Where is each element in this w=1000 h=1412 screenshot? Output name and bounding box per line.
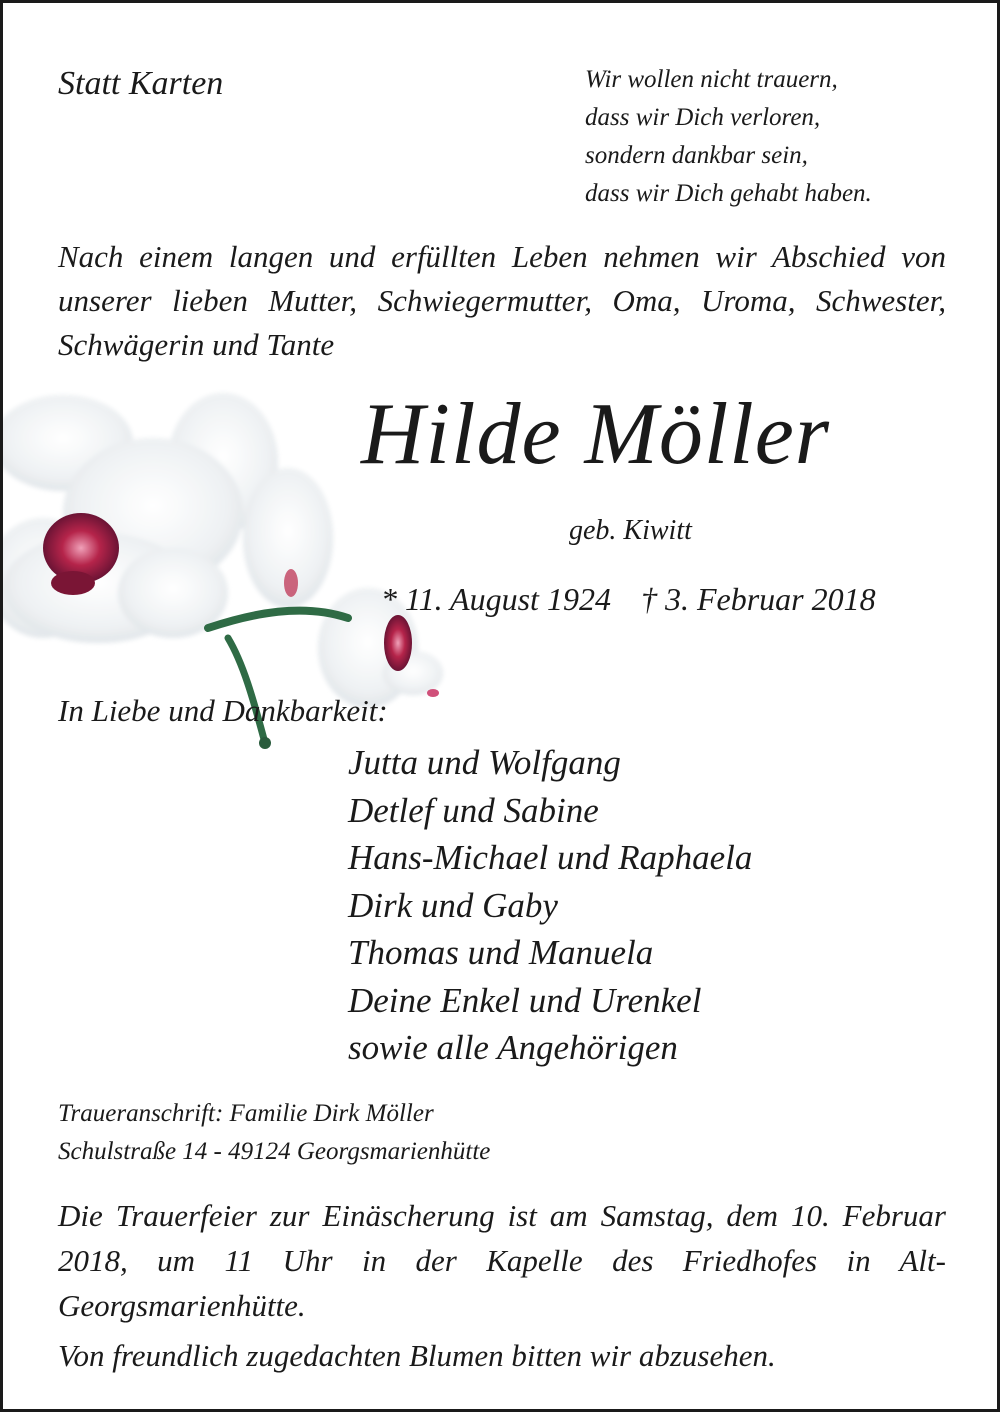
address-line: Schulstraße 14 - 49124 Georgsmarienhütte: [58, 1138, 491, 1165]
birth-date: * 11. August 1924: [381, 581, 611, 617]
mourning-address: [58, 1095, 490, 1171]
poem-line: sondern dankbar sein,: [585, 142, 808, 169]
life-dates: [381, 581, 876, 618]
mourner-item: Deine Enkel und Urenkel: [348, 980, 702, 1020]
mourner-item: Thomas und Manuela: [348, 933, 654, 972]
mourner-item: Detlef und Sabine: [348, 790, 599, 830]
death-date: † 3. Februar 2018: [640, 581, 876, 617]
deceased-name: Hilde Möller: [361, 386, 831, 483]
header-statt-karten: Statt Karten: [58, 65, 224, 102]
intro-text: Nach einem langen und erfüllten Leben nehmen wir Abschied von unserer lieben Mutter, Schwiegermutter, Oma, Uroma, Schwester, Schwägerin und Tante: [58, 239, 946, 362]
mourner-item: sowie alle Angehörigen: [348, 1028, 678, 1067]
maiden-name: geb. Kiwitt: [569, 515, 692, 546]
mourner-item: Dirk und Gaby: [348, 885, 558, 925]
poem: [585, 61, 872, 213]
mourner-item: Jutta und Wolfgang: [348, 743, 621, 782]
mourners-list: [348, 739, 752, 1072]
flowers-note: Von freundlich zugedachten Blumen bitten wir abzusehen.: [58, 1338, 776, 1373]
poem-line: Wir wollen nicht trauern,: [585, 66, 838, 93]
love-line: In Liebe und Dankbarkeit:: [58, 693, 388, 728]
poem-line: dass wir Dich verloren,: [585, 104, 821, 131]
address-line: Traueranschrift: Familie Dirk Möller: [58, 1100, 434, 1127]
mourner-item: Hans-Michael und Raphaela: [348, 838, 753, 877]
ceremony-info: Die Trauerfeier zur Einäscherung ist am Samstag, dem 10. Februar 2018, um 11 Uhr in der Kapelle des Friedhofes in Alt-Georgsmarienhütte.: [58, 1198, 946, 1323]
poem-line: dass wir Dich gehabt haben.: [585, 180, 872, 207]
